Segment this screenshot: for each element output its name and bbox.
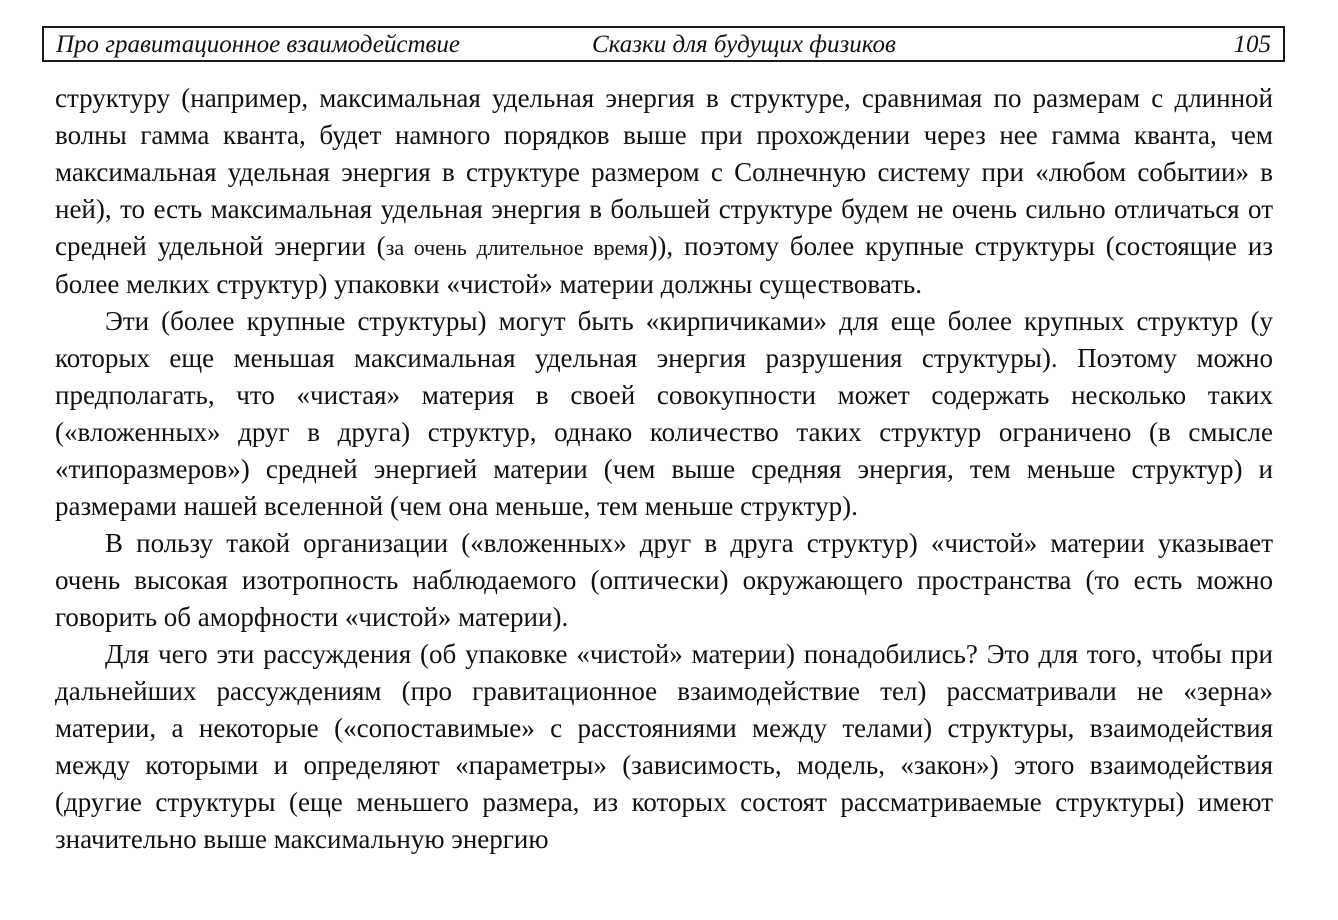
page-body [55,80,1273,858]
header-section-title: Про гравитационное взаимодействие [56,31,460,58]
page-number: 105 [1233,31,1271,58]
paragraph-1-small-text: за очень длительное время [385,235,649,260]
running-header [42,26,1285,62]
paragraph-4: Для чего эти рассуждения (об упаковке «чистой» материи) понадобились? Это для того, чтобы при дальнейших рассуждениям (про гравитационное взаимодействие тел) рассматривали не «зерна» материи, а некоторые («сопоставимые» с расстояниями между телами) структуры, взаимодействия между которыми и определяют «параметры» (зависимость, модель, «закон») этого взаимодействия (другие структуры (еще меньшего размера, из которых состоят рассматриваемые структуры) имеют значительно выше максимальную энергию [55,639,1273,854]
paragraph-3: В пользу такой организации («вложенных» друг в друга структур) «чистой» материи указывает очень высокая изотропность наблюдаемого (оптически) окружающего пространства (то есть можно говорить об аморфности «чистой» материи). [55,528,1273,632]
paragraph-1-text-a: структуру (например, максимальная удельная энергия в структуре, сравнимая по размерам с длинной волны гамма кванта, будет намного порядков выше при прохождении через нее гамма кванта, чем максимальная удельная энергия в структуре размером с Солнечную систему при «любом событии» в ней), то есть максимальная удельная энергия в большей структуре будем не очень сильно отличаться от средней удельной энергии ( [55,83,1273,261]
paragraph-1-text-b: )), поэтому более крупные структуры (состоящие из более мелких структур) упаковки «чистой» материи должны существовать. [55,231,1273,299]
paragraph-2: Эти (более крупные структуры) могут быть «кирпичиками» для еще более крупных структур (у которых еще меньшая максимальная удельная энергия разрушения структуры). Поэтому можно предполагать, что «чистая» материя в своей совокупности может содержать несколько таких («вложенных» друг в друга) структур, однако количество таких структур ограничено (в смысле «типоразмеров») средней энергией материи (чем выше средняя энергия, тем меньше структур) и размерами нашей вселенной (чем она меньше, тем меньше структур). [55,306,1273,521]
paragraph-1 [55,80,1273,303]
header-book-title: Сказки для будущих физиков [592,31,896,58]
